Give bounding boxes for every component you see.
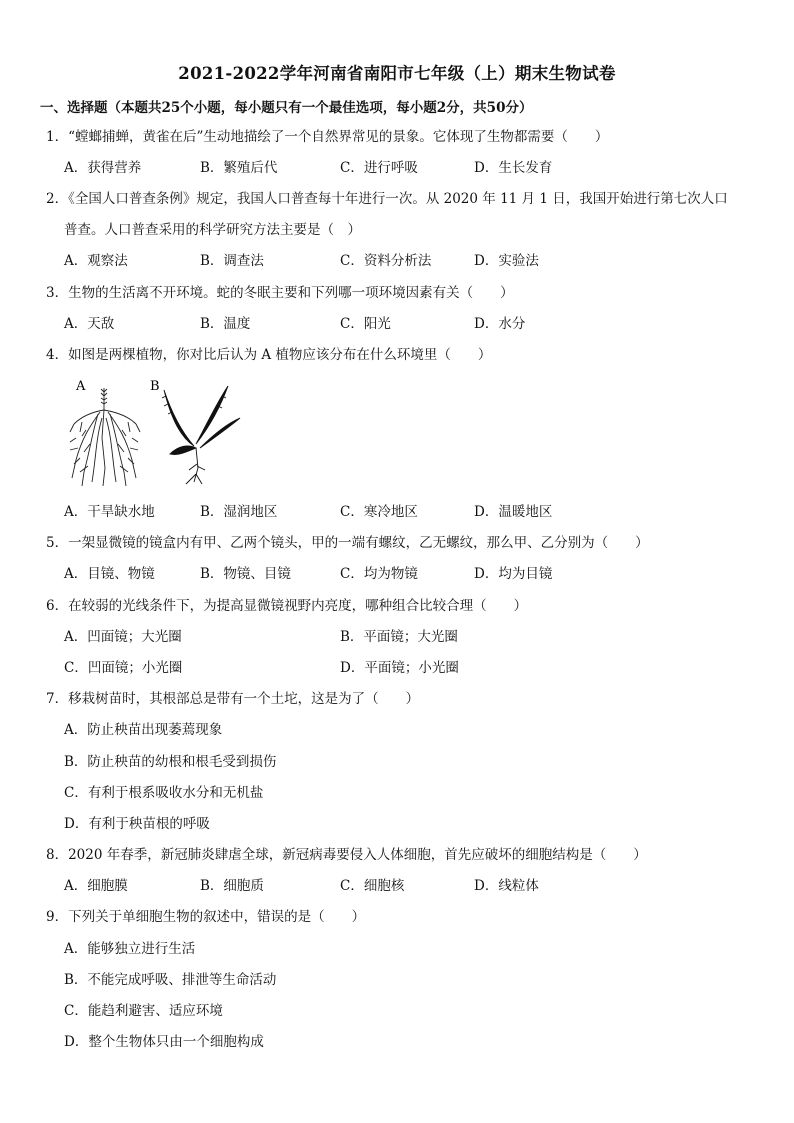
q4-option-a: A．干旱缺水地 [64,504,155,520]
figure-label-b: B [150,379,160,394]
q3-option-c: C．阳光 [340,316,391,332]
question-2: 2．《全国人口普查条例》规定，我国人口普查每十年进行一次。从 2020 年 11 月 1 日，我国开始进行第七次人口 [46,191,728,207]
plants-figure [62,378,242,490]
q7-option-d: D．有利于秧苗根的呼吸 [64,816,210,832]
q3-option-a: A．天敌 [64,316,115,332]
plant-b-drawing [162,386,240,484]
q9-option-c: C．能趋利避害、适应环境 [64,1003,223,1019]
q6-option-c: C．凹面镜；小光圈 [64,660,183,676]
question-9: 9．下列关于单细胞生物的叙述中，错误的是（ ） [46,909,366,925]
question-4: 4．如图是两棵植物，你对比后认为 A 植物应该分布在什么环境里（ ） [46,347,492,363]
q5-option-b: B．物镜、目镜 [200,566,291,582]
question-5: 5．一架显微镜的镜盒内有甲、乙两个镜头，甲的一端有螺纹，乙无螺纹，那么甲、乙分别为（ ） [46,535,649,551]
q2-option-b: B．调查法 [200,253,264,269]
question-8: 8．2020 年春季，新冠肺炎肆虐全球，新冠病毒要侵入人体细胞，首先应破坏的细胞结构是（ ） [46,847,647,863]
q8-option-c: C．细胞核 [340,878,405,894]
section-heading: 一、选择题（本题共25个小题，每小题只有一个最佳选项，每小题2分，共50分） [40,100,533,116]
q9-option-b: B．不能完成呼吸、排泄等生命活动 [64,972,277,988]
q1-option-c: C．进行呼吸 [340,160,418,176]
q8-option-d: D．线粒体 [474,878,539,894]
q7-option-a: A．防止秧苗出现萎蔫现象 [64,722,223,738]
q8-option-a: A．细胞膜 [64,878,128,894]
q6-option-d: D．平面镜；小光圈 [340,660,459,676]
q4-option-d: D．温暖地区 [474,504,553,520]
q4-option-b: B．湿润地区 [200,504,278,520]
q6-option-b: B．平面镜；大光圈 [340,629,458,645]
q1-option-d: D．生长发育 [474,160,553,176]
question-3: 3．生物的生活离不开环境。蛇的冬眠主要和下列哪一项环境因素有关（ ） [46,285,514,301]
q2-option-a: A．观察法 [64,253,128,269]
q7-option-c: C．有利于根系吸收水分和无机盐 [64,785,264,801]
figure-label-a: A [76,379,86,394]
q1-option-a: A．获得营养 [64,160,142,176]
exam-title: 2021-2022学年河南省南阳市七年级（上）期末生物试卷 [178,64,616,83]
question-6: 6．在较弱的光线条件下，为提高显微镜视野内亮度，哪种组合比较合理（ ） [46,598,528,614]
q9-option-d: D．整个生物体只由一个细胞构成 [64,1034,264,1050]
question-7: 7．移栽树苗时，其根部总是带有一个土坨，这是为了（ ） [46,691,420,707]
q5-option-a: A．目镜、物镜 [64,566,155,582]
q3-option-b: B．温度 [200,316,251,332]
q2-option-c: C．资料分析法 [340,253,432,269]
q1-option-b: B．繁殖后代 [200,160,278,176]
question-2-line-2: 普查。人口普查采用的科学研究方法主要是（ ） [64,222,361,238]
q4-option-c: C．寒冷地区 [340,504,418,520]
plant-a-drawing [70,388,140,486]
q3-option-d: D．水分 [474,316,526,332]
q9-option-a: A．能够独立进行生活 [64,941,196,957]
q2-option-d: D．实验法 [474,253,539,269]
q6-option-a: A．凹面镜；大光圈 [64,629,182,645]
question-1: 1．“螳螂捕蝉，黄雀在后”生动地描绘了一个自然界常见的景象。它体现了生物都需要（ ） [46,129,609,145]
q8-option-b: B．细胞质 [200,878,264,894]
q5-option-c: C．均为物镜 [340,566,418,582]
q5-option-d: D．均为目镜 [474,566,553,582]
q7-option-b: B．防止秧苗的幼根和根毛受到损伤 [64,754,277,770]
